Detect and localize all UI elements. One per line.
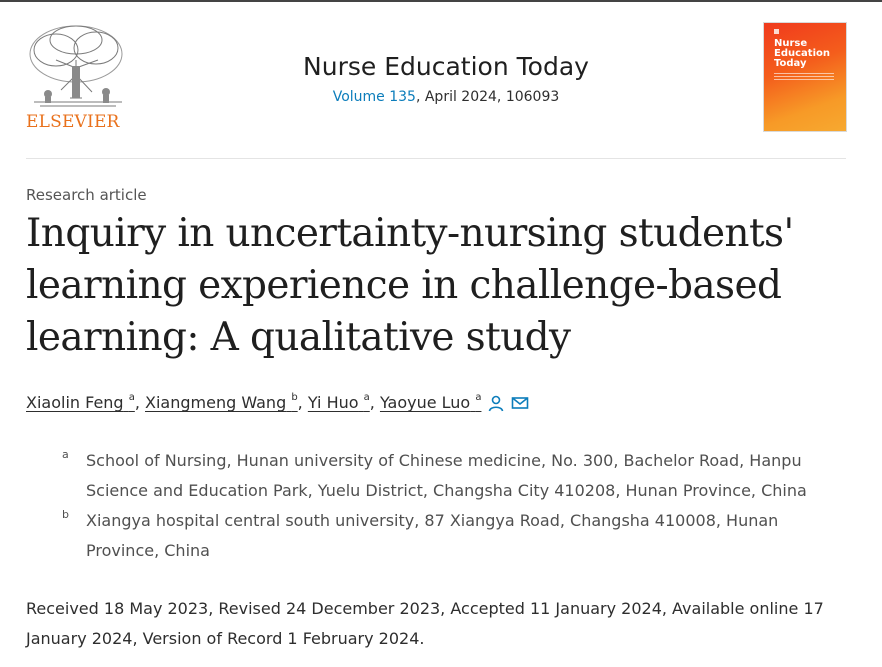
author-link[interactable]: Yi Huo $^a$	[307, 392, 370, 412]
affiliation-item	[62, 446, 852, 506]
journal-meta	[226, 89, 666, 105]
publication-history: Received 18 May 2023, Revised 24 December 2023, Accepted 11 January 2024, Available online 17 January 2024, Version of Record 1 February 2024.	[26, 599, 824, 648]
elsevier-logo[interactable]	[26, 20, 130, 135]
issue-info: , April 2024, 106093	[415, 89, 560, 105]
cover-title: Nurse Education Today	[774, 38, 830, 69]
person-icon[interactable]	[487, 394, 505, 416]
journal-header	[26, 20, 846, 135]
affiliation-text: Xiangya hospital central south university, 87 Xiangya Road, Changsha 410008, Hunan Province, China	[86, 511, 779, 560]
affiliation-mark: b	[62, 508, 69, 521]
affiliation-text: School of Nursing, Hunan university of Chinese medicine, No. 300, Bachelor Road, Hanpu Science and Education Park, Yuelu District, Changsha City 410208, Hunan Province, China	[86, 451, 807, 500]
tree-icon	[26, 20, 130, 110]
header-divider	[26, 158, 846, 159]
volume-link[interactable]: Volume 135	[332, 89, 416, 105]
author-link[interactable]: Xiangmeng Wang $^b$	[145, 392, 298, 412]
cover-decoration	[774, 73, 834, 85]
affiliations	[62, 446, 852, 566]
envelope-icon[interactable]	[511, 394, 529, 416]
article-title: Inquiry in uncertainty-nursing students' learning experience in challenge-based learning: A qualitative study	[26, 211, 794, 360]
author-link[interactable]: Xiaolin Feng $^a$	[26, 392, 135, 412]
affiliation-item	[62, 506, 852, 566]
publisher-wordmark: ELSEVIER	[26, 112, 120, 132]
affiliation-mark: a	[62, 448, 69, 461]
top-border	[0, 0, 882, 2]
journal-cover-image[interactable]	[763, 22, 847, 132]
author-link[interactable]: Yaoyue Luo $^a$	[379, 392, 482, 412]
author-list: Xiaolin Feng $^a$, Xiangmeng Wang $^b$, Yi Huo $^a$, Yaoyue Luo $^a$	[26, 392, 529, 416]
article-type: Research article	[26, 186, 147, 204]
journal-title[interactable]: Nurse Education Today	[303, 52, 589, 81]
cover-mark	[774, 29, 779, 34]
journal-info	[226, 51, 666, 105]
